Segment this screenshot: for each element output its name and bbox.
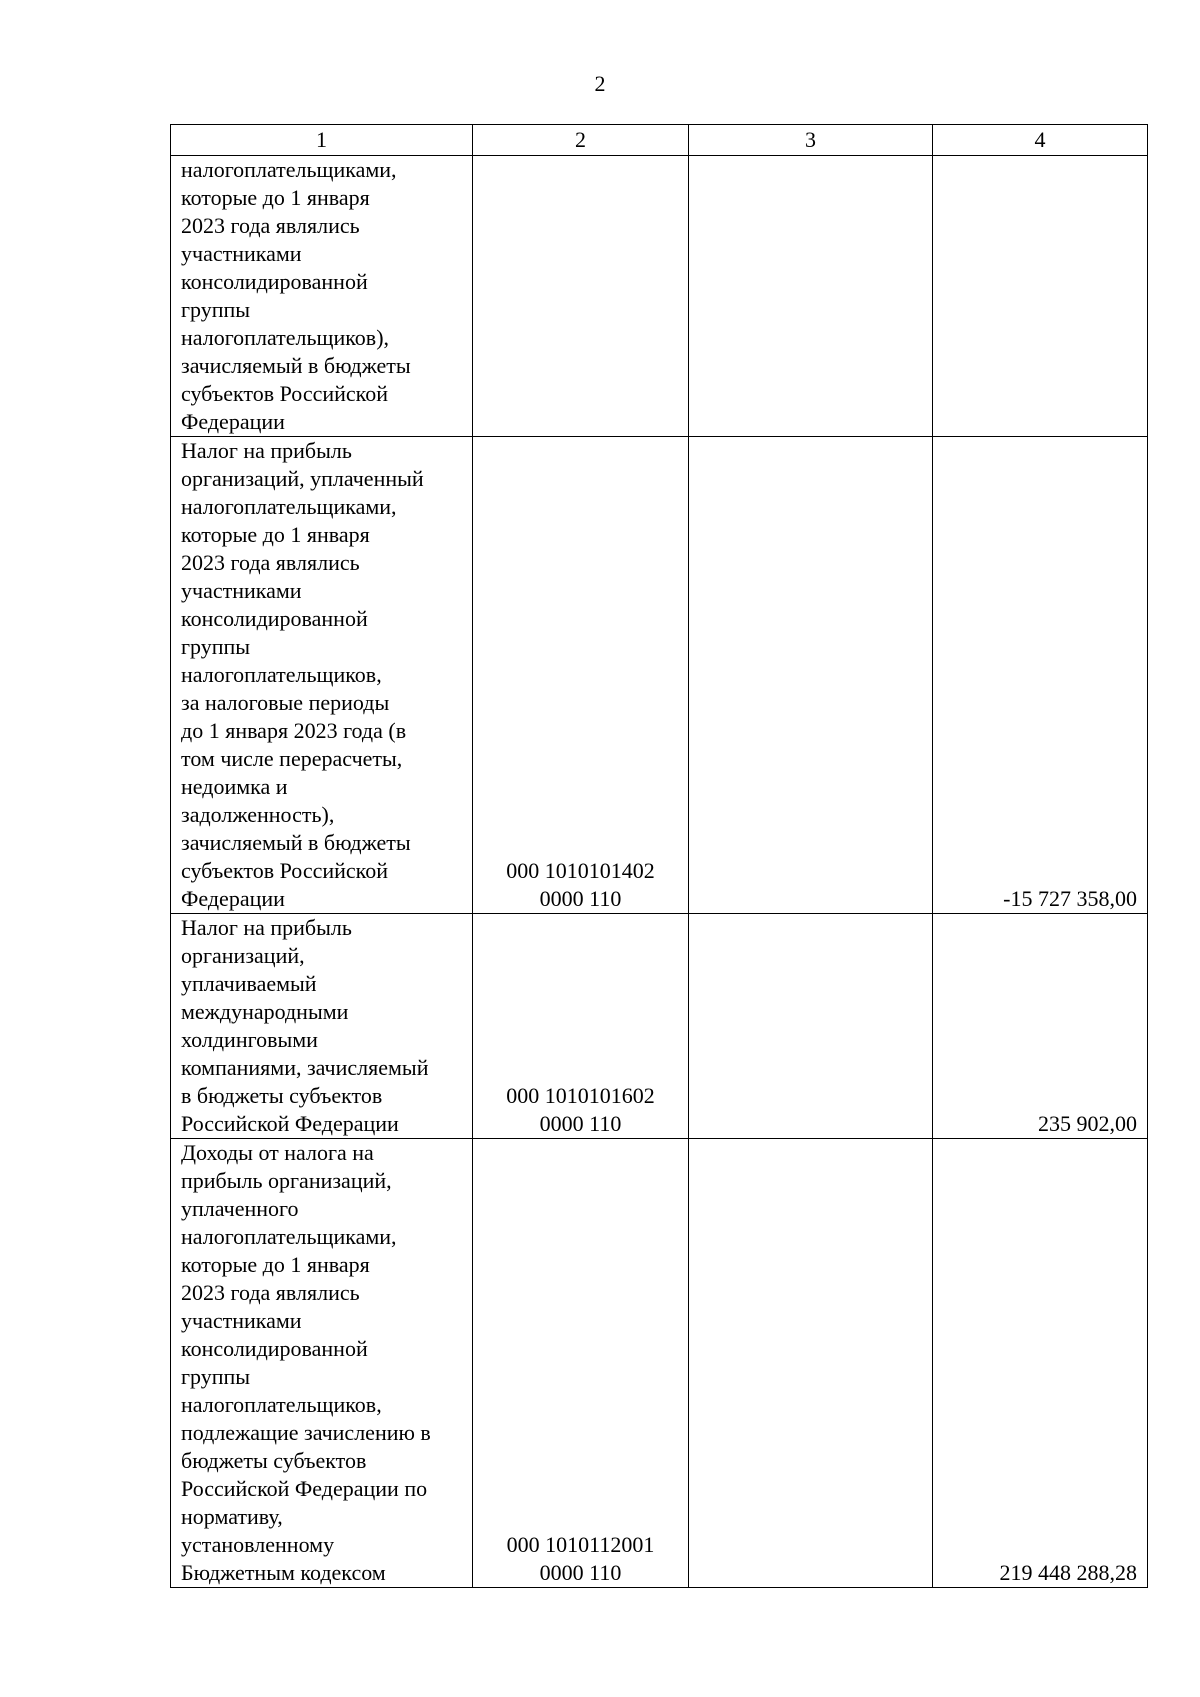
table-row — [171, 156, 1148, 437]
row-amount-cell — [933, 156, 1148, 437]
row-code-cell: 000 1010112001 0000 110 — [473, 1139, 689, 1588]
column-header-1: 1 — [171, 125, 473, 156]
page-number: 2 — [594, 71, 606, 96]
row-col3-cell — [689, 437, 933, 914]
row-amount-cell: -15 727 358,00 — [933, 437, 1148, 914]
column-header-4: 4 — [933, 125, 1148, 156]
row-amount-cell: 219 448 288,28 — [933, 1139, 1148, 1588]
column-header-3: 3 — [689, 125, 933, 156]
row-code-cell: 000 1010101602 0000 110 — [473, 914, 689, 1139]
row-col3-cell — [689, 156, 933, 437]
table-row — [171, 1139, 1148, 1588]
row-col3-cell — [689, 1139, 933, 1588]
revenue-table — [170, 124, 1148, 1588]
table-row — [171, 914, 1148, 1139]
row-name-cell: Доходы от налога на прибыль организаций, уплаченного налогоплательщиками, которые до 1 января 2023 года являлись участниками консолидированной группы налогоплательщиков, подлежащие зачислению в бюджеты субъектов Российской Федерации по нормативу, установленному Бюджетным кодексом — [171, 1139, 473, 1588]
row-amount-cell: 235 902,00 — [933, 914, 1148, 1139]
row-name-cell: Налог на прибыль организаций, уплачиваемый международными холдинговыми компаниями, зачисляемый в бюджеты субъектов Российской Федерации — [171, 914, 473, 1139]
table-header-row — [171, 125, 1148, 156]
row-name-cell: Налог на прибыль организаций, уплаченный налогоплательщиками, которые до 1 января 2023 года являлись участниками консолидированной группы налогоплательщиков, за налоговые периоды до 1 января 2023 года (в том числе перерасчеты, недоимка и задолженность), зачисляемый в бюджеты субъектов Российской Федерации — [171, 437, 473, 914]
table-row — [171, 437, 1148, 914]
row-code-cell — [473, 156, 689, 437]
row-name-cell: налогоплательщиками, которые до 1 января 2023 года являлись участниками консолидированной группы налогоплательщиков), зачисляемый в бюджеты субъектов Российской Федерации — [171, 156, 473, 437]
row-code-cell: 000 1010101402 0000 110 — [473, 437, 689, 914]
column-header-2: 2 — [473, 125, 689, 156]
row-col3-cell — [689, 914, 933, 1139]
